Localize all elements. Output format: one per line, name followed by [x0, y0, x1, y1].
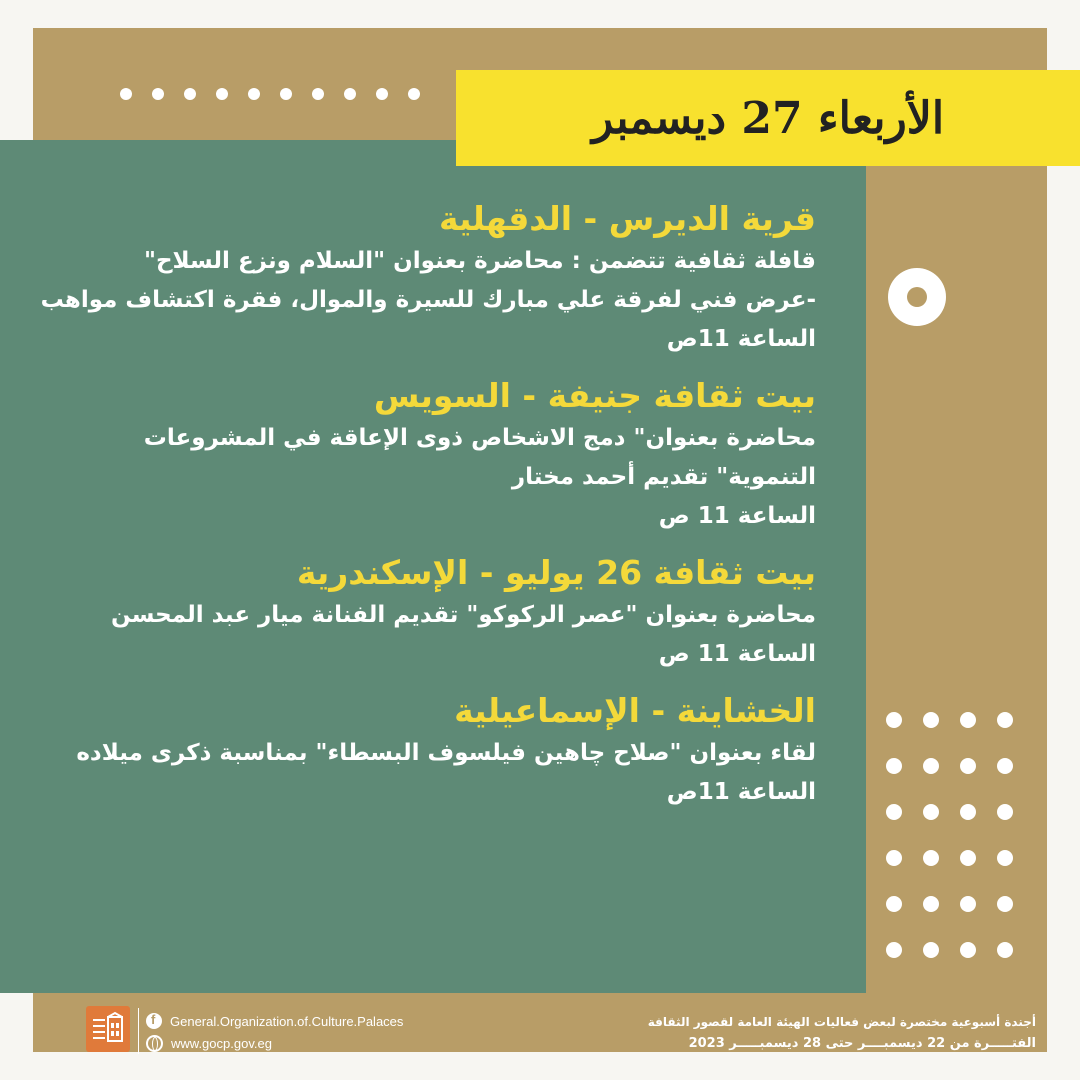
dot-decoration [886, 942, 902, 958]
dot-decoration [923, 758, 939, 774]
organization-logo [86, 1006, 130, 1052]
dot-decoration [120, 88, 132, 100]
dot-decoration [997, 804, 1013, 820]
dot-decoration [960, 896, 976, 912]
dot-decoration [216, 88, 228, 100]
event-description: التنموية" تقديم أحمد مختار [511, 464, 816, 490]
event-description: محاضرة بعنوان "عصر الركوكو" تقديم الفنانة ميار عبد المحسن [111, 602, 816, 628]
event-title: بيت ثقافة 26 يوليو - الإسكندرية [296, 553, 816, 592]
facebook-icon [146, 1013, 162, 1029]
event-description: -عرض فني لفرقة علي مبارك للسيرة والموال، فقرة اكتشاف مواهب [40, 287, 816, 313]
dot-decoration [960, 804, 976, 820]
dot-decoration [997, 850, 1013, 866]
dot-decoration [312, 88, 324, 100]
dot-decoration [408, 88, 420, 100]
ring-center [907, 287, 927, 307]
agenda-description: أجندة أسبوعية مختصرة لبعض فعاليات الهيئة العامة لقصور الثقافة [647, 1015, 1036, 1029]
website-link[interactable] [146, 1032, 403, 1054]
event-title: الخشاينة - الإسماعيلية [454, 691, 816, 730]
event-time: الساعة 11 ص [658, 641, 816, 667]
globe-icon [146, 1035, 163, 1052]
dot-decoration [886, 758, 902, 774]
event-item [36, 550, 816, 674]
event-title: قرية الديرس - الدقهلية [438, 199, 816, 238]
dot-decoration [923, 712, 939, 728]
facebook-page-label: General.Organization.of.Culture.Palaces [170, 1013, 404, 1029]
events-list [36, 196, 816, 826]
dot-decoration [960, 850, 976, 866]
dot-decoration [152, 88, 164, 100]
event-item [36, 373, 816, 536]
dot-decoration [280, 88, 292, 100]
dot-decoration [886, 850, 902, 866]
dot-decoration [997, 712, 1013, 728]
footer-social [146, 1010, 403, 1054]
facebook-link[interactable] [146, 1010, 403, 1032]
dot-decoration [960, 712, 976, 728]
event-time: الساعة 11 ص [658, 503, 816, 529]
agenda-period: الفتـــــرة من 22 ديسمبــــر حتى 28 ديسمبـــــر 2023 [688, 1036, 1036, 1051]
date-banner [456, 70, 1080, 166]
dot-decoration [923, 942, 939, 958]
dot-decoration [923, 850, 939, 866]
event-time: الساعة 11ص [666, 779, 816, 805]
dot-decoration [248, 88, 260, 100]
dot-grid-decoration [886, 712, 1013, 958]
date-title: الأربعاء 27 ديسمبر [591, 92, 945, 144]
dot-decoration [997, 942, 1013, 958]
ring-decoration [888, 268, 946, 326]
footer-divider [138, 1008, 139, 1054]
dot-decoration [886, 712, 902, 728]
dot-decoration [886, 804, 902, 820]
dot-decoration [344, 88, 356, 100]
website-label: www.gocp.gov.eg [171, 1035, 272, 1051]
dot-decoration [960, 758, 976, 774]
event-description: قافلة ثقافية تتضمن : محاضرة بعنوان "السلام ونزع السلاح" [143, 248, 816, 274]
dot-decoration [923, 896, 939, 912]
dot-decoration [997, 758, 1013, 774]
footer-agenda [648, 1012, 1036, 1054]
top-dot-row [120, 88, 420, 102]
event-item [36, 688, 816, 812]
event-item [36, 196, 816, 359]
dot-decoration [376, 88, 388, 100]
event-time: الساعة 11ص [666, 326, 816, 352]
event-title: بيت ثقافة جنيفة - السويس [373, 376, 816, 415]
dot-decoration [997, 896, 1013, 912]
event-description: محاضرة بعنوان" دمج الاشخاص ذوى الإعاقة في المشروعات [143, 425, 816, 451]
dot-decoration [886, 896, 902, 912]
logo-icon [90, 1011, 126, 1047]
dot-decoration [923, 804, 939, 820]
dot-decoration [960, 942, 976, 958]
dot-decoration [184, 88, 196, 100]
event-description: لقاء بعنوان "صلاح چاهين فيلسوف البسطاء" بمناسبة ذكرى ميلاده [76, 740, 816, 766]
